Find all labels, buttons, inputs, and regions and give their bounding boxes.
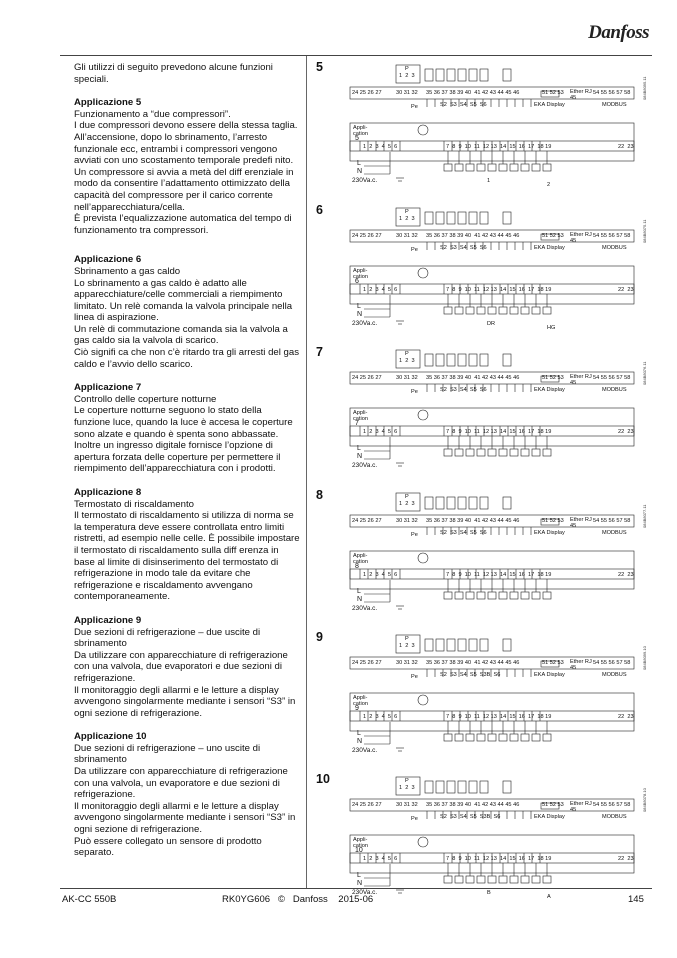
terminal-group-d: 51 52 53 <box>542 90 564 96</box>
lower-left-terminals: 1 2 3 4 5 6 <box>363 144 398 150</box>
terminal-group-d: 51 52 53 <box>542 375 564 381</box>
relay-contact-symbol <box>458 354 466 366</box>
application-label: Appli- cation <box>353 125 368 137</box>
section-line: Il termostato di riscaldamento si utilizza di norma se la temperatura deve essere controllata entro limiti ristretti, ad esempio nelle celle. È possibile impostare il termostato di riscaldamento sulla diff erenza in base al limite di disinserimento del termostato di refrigerazione in modo tale da evitare che refrigerazione e riscaldamento avvengano contemporaneamente. <box>74 510 300 603</box>
load-symbol <box>543 876 551 883</box>
ether-label: Ether RJ 45 <box>570 517 592 529</box>
section-line: Da utilizzare con apparecchiature di refrigerazione con una valvola, due evaporatori e due sezioni di refrigerazione. <box>74 649 288 684</box>
relay-contact-symbol <box>480 212 488 224</box>
phase-label: L <box>357 872 361 879</box>
terminal-group-b: 30 31 32 <box>396 233 418 239</box>
load-label: HG <box>547 325 556 331</box>
terminal-group-a: 24 25 26 27 <box>352 90 382 96</box>
relay-contact-symbol <box>480 497 488 509</box>
neutral-label: N <box>357 596 363 603</box>
relay-contact-symbol <box>480 69 488 81</box>
pressure-terminals: 1 2 3 <box>399 501 415 507</box>
load-symbol <box>477 734 485 741</box>
load-symbol <box>543 164 551 171</box>
diagram-number: 10 <box>316 772 330 786</box>
modbus-label: MODBUS <box>602 245 627 251</box>
phase-label: L <box>357 588 361 595</box>
ether-label: Ether RJ 45 <box>570 801 592 813</box>
section-line: Lo sbrinamento a gas caldo è adatto alle apparecchiature/celle commerciali a riempimento limitato. Un relè comanda la valvola principale nella linea di aspirazione. <box>74 277 293 324</box>
section-line: Sbrinamento a gas caldo <box>74 265 181 277</box>
relay-contact-symbol <box>447 781 455 793</box>
neutral-label: N <box>357 453 363 460</box>
terminal-group-c: 35 36 37 38 39 40 41 42 43 44 45 46 <box>426 518 520 524</box>
load-symbol <box>532 876 540 883</box>
ether-label: Ether RJ 45 <box>570 659 592 671</box>
load-label: B <box>487 890 491 896</box>
relay-contact-symbol <box>458 781 466 793</box>
application-label: Appli- cation <box>353 837 368 849</box>
eka-display-label: EKA Display <box>534 102 565 108</box>
phase-label: L <box>357 303 361 310</box>
application-label: Appli- cation <box>353 268 368 280</box>
terminal-group-e: 54 55 56 57 58 <box>593 375 631 381</box>
load-symbol <box>466 592 474 599</box>
application-number: 6 <box>355 278 359 285</box>
terminal-group-a: 24 25 26 27 <box>352 375 382 381</box>
terminal-group-e: 54 55 56 57 58 <box>593 660 631 666</box>
load-symbol <box>510 449 518 456</box>
pe-label: Pe <box>411 104 418 110</box>
load-symbol <box>477 592 485 599</box>
pe-label: Pe <box>411 247 418 253</box>
sensor-labels: S2 S3 S4 S5 S3B S6 <box>440 672 501 678</box>
terminal-group-e: 54 55 56 57 58 <box>593 802 631 808</box>
load-symbol <box>499 164 507 171</box>
relay-contact-symbol <box>503 639 511 651</box>
sensor-labels: S2 S3 S4 S5 S3B S6 <box>440 814 501 820</box>
load-label: A <box>547 894 551 900</box>
pe-label: Pe <box>411 816 418 822</box>
lower-mid-terminals: 7 8 9 10 11 12 13 14 15 16 17 18 19 <box>446 714 552 720</box>
terminal-group-b: 30 31 32 <box>396 518 418 524</box>
modbus-label: MODBUS <box>602 814 627 820</box>
drawing-code: 084B8075.11 <box>642 219 647 243</box>
section-line: Funzionamento a “due compressori”. <box>74 108 231 120</box>
pressure-label: P <box>405 209 409 215</box>
load-symbol <box>455 164 463 171</box>
load-symbol <box>455 592 463 599</box>
load-symbol <box>488 307 496 314</box>
pressure-terminals: 1 2 3 <box>399 216 415 222</box>
pe-label: Pe <box>411 389 418 395</box>
lower-right-terminals: 22 23 <box>618 572 634 578</box>
load-symbol <box>543 449 551 456</box>
relay-contact-symbol <box>425 354 433 366</box>
drawing-code: 084B8077.11 <box>642 504 647 528</box>
section-app6 <box>74 254 300 370</box>
terminal-group-d: 51 52 53 <box>542 802 564 808</box>
load-symbol <box>455 876 463 883</box>
relay-contact-symbol <box>436 639 444 651</box>
neutral-label: N <box>357 168 363 175</box>
sensor-labels: S2 S3 S4 S5 S6 <box>440 530 487 536</box>
pressure-label: P <box>405 636 409 642</box>
relay-contact-symbol <box>503 497 511 509</box>
terminal-group-e: 54 55 56 57 58 <box>593 90 631 96</box>
sensor-labels: S2 S3 S4 S5 S6 <box>440 387 487 393</box>
load-symbol <box>477 164 485 171</box>
load-symbol <box>499 449 507 456</box>
terminal-group-b: 30 31 32 <box>396 375 418 381</box>
terminal-group-d: 51 52 53 <box>542 518 564 524</box>
terminal-group-e: 54 55 56 57 58 <box>593 518 631 524</box>
terminal-group-e: 54 55 56 57 58 <box>593 233 631 239</box>
load-symbol <box>466 307 474 314</box>
load-symbol <box>466 734 474 741</box>
terminal-group-a: 24 25 26 27 <box>352 233 382 239</box>
relay-contact-symbol <box>447 69 455 81</box>
load-symbol <box>543 307 551 314</box>
lower-left-terminals: 1 2 3 4 5 6 <box>363 429 398 435</box>
relay-contact-symbol <box>480 354 488 366</box>
relay-contact-symbol <box>425 639 433 651</box>
load-symbol <box>466 876 474 883</box>
section-app7 <box>74 382 300 475</box>
load-label: 2 <box>547 182 551 188</box>
relay-contact-symbol <box>469 69 477 81</box>
sensor-labels: S2 S3 S4 S5 S6 <box>440 102 487 108</box>
relay-contact-symbol <box>436 212 444 224</box>
section-line: È prevista l’equalizzazione automatica del tempo di funzionamento tra compressori. <box>74 213 292 236</box>
wiring-diagram-8 <box>312 488 654 622</box>
application-number: 9 <box>355 705 359 712</box>
load-symbol <box>521 592 529 599</box>
pressure-label: P <box>405 66 409 72</box>
modbus-label: MODBUS <box>602 387 627 393</box>
relay-contact-symbol <box>503 212 511 224</box>
diagram-number: 6 <box>316 203 323 217</box>
wiring-diagram-7 <box>312 345 654 479</box>
section-title: Applicazione 5 <box>74 97 142 109</box>
sensor-labels: S2 S3 S4 S5 S6 <box>440 245 487 251</box>
lower-right-terminals: 22 23 <box>618 287 634 293</box>
relay-contact-symbol <box>458 212 466 224</box>
load-symbol <box>466 449 474 456</box>
pressure-terminals: 1 2 3 <box>399 73 415 79</box>
relay-contact-symbol <box>436 497 444 509</box>
application-number: 5 <box>355 135 359 142</box>
lower-right-terminals: 22 23 <box>618 714 634 720</box>
load-symbol <box>532 307 540 314</box>
lower-left-terminals: 1 2 3 4 5 6 <box>363 287 398 293</box>
load-symbol <box>532 449 540 456</box>
terminal-group-a: 24 25 26 27 <box>352 518 382 524</box>
relay-contact-symbol <box>447 497 455 509</box>
relay-contact-symbol <box>458 639 466 651</box>
relay-contact-symbol <box>447 639 455 651</box>
bottom-rule <box>60 888 652 889</box>
load-symbol <box>488 449 496 456</box>
relay-contact-symbol <box>425 497 433 509</box>
drawing-code: 084B8099.10 <box>642 646 647 670</box>
pe-label: Pe <box>411 674 418 680</box>
section-app10 <box>74 731 300 859</box>
load-symbol <box>477 307 485 314</box>
load-symbol <box>455 449 463 456</box>
lower-mid-terminals: 7 8 9 10 11 12 13 14 15 16 17 18 19 <box>446 572 552 578</box>
modbus-label: MODBUS <box>602 530 627 536</box>
relay-contact-symbol <box>469 212 477 224</box>
compressor-symbol <box>418 553 428 563</box>
load-symbol <box>532 164 540 171</box>
diagram-number: 9 <box>316 630 323 644</box>
pressure-terminals: 1 2 3 <box>399 358 415 364</box>
pressure-label: P <box>405 351 409 357</box>
load-symbol <box>488 876 496 883</box>
load-symbol <box>510 592 518 599</box>
phase-label: L <box>357 160 361 167</box>
load-symbol <box>499 592 507 599</box>
relay-contact-symbol <box>458 69 466 81</box>
pe-label: Pe <box>411 532 418 538</box>
section-app5 <box>74 97 300 236</box>
relay-contact-symbol <box>503 69 511 81</box>
pressure-terminals: 1 2 3 <box>399 785 415 791</box>
supply-voltage: 230Va.c. <box>352 747 378 754</box>
application-number: 8 <box>355 563 359 570</box>
wiring-diagram-9 <box>312 630 654 764</box>
diagram-number: 5 <box>316 60 323 74</box>
application-label: Appli- cation <box>353 410 368 422</box>
load-symbol <box>521 307 529 314</box>
lower-right-terminals: 22 23 <box>618 856 634 862</box>
terminal-group-c: 35 36 37 38 39 40 41 42 43 44 45 46 <box>426 802 520 808</box>
compressor-symbol <box>418 837 428 847</box>
lower-left-terminals: 1 2 3 4 5 6 <box>363 714 398 720</box>
load-symbol <box>477 876 485 883</box>
section-title: Applicazione 7 <box>74 382 142 394</box>
load-symbol <box>444 876 452 883</box>
section-line: Due sezioni di refrigerazione – due uscite di sbrinamento <box>74 626 261 650</box>
top-rule <box>60 55 652 56</box>
section-line: Ciò signifi ca che non c’è ritardo tra gli arresti del gas caldo e l’avvio dello scarico. <box>74 347 300 370</box>
phase-label: L <box>357 445 361 452</box>
diagram-number: 7 <box>316 345 323 359</box>
supply-voltage: 230Va.c. <box>352 177 378 184</box>
load-symbol <box>444 307 452 314</box>
lower-left-terminals: 1 2 3 4 5 6 <box>363 856 398 862</box>
relay-contact-symbol <box>458 497 466 509</box>
neutral-label: N <box>357 738 363 745</box>
load-symbol <box>488 592 496 599</box>
load-symbol <box>510 164 518 171</box>
supply-voltage: 230Va.c. <box>352 462 378 469</box>
text-column <box>74 62 300 859</box>
drawing-code: 084B8078.10 <box>642 788 647 812</box>
eka-display-label: EKA Display <box>534 387 565 393</box>
relay-contact-symbol <box>469 639 477 651</box>
modbus-label: MODBUS <box>602 672 627 678</box>
load-label: DR <box>487 321 496 327</box>
diagram-number: 8 <box>316 488 323 502</box>
phase-label: L <box>357 730 361 737</box>
section-title: Applicazione 6 <box>74 254 142 266</box>
section-line: Un relè di commutazione comanda sia la valvola a gas caldo sia la valvola di scarico. <box>74 323 288 347</box>
lower-right-terminals: 22 23 <box>618 429 634 435</box>
pressure-terminals: 1 2 3 <box>399 643 415 649</box>
load-symbol <box>444 449 452 456</box>
danfoss-logo: Danfoss <box>588 22 649 43</box>
modbus-label: MODBUS <box>602 102 627 108</box>
lower-right-terminals: 22 23 <box>618 144 634 150</box>
terminal-group-c: 35 36 37 38 39 40 41 42 43 44 45 46 <box>426 233 520 239</box>
supply-voltage: 230Va.c. <box>352 605 378 612</box>
relay-contact-symbol <box>469 497 477 509</box>
drawing-code: 084B8076.11 <box>642 361 647 385</box>
load-symbol <box>455 307 463 314</box>
eka-display-label: EKA Display <box>534 814 565 820</box>
load-symbol <box>488 734 496 741</box>
load-symbol <box>499 876 507 883</box>
relay-contact-symbol <box>425 69 433 81</box>
relay-contact-symbol <box>469 354 477 366</box>
load-symbol <box>488 164 496 171</box>
load-symbol <box>477 449 485 456</box>
relay-contact-symbol <box>425 781 433 793</box>
application-label: Appli- cation <box>353 553 368 565</box>
section-line: Il monitoraggio degli allarmi e le letture a display avvengono singolarmente mediante i sensori “S3” in ogni sezione di refrigerazione. <box>74 684 296 719</box>
eka-display-label: EKA Display <box>534 530 565 536</box>
eka-display-label: EKA Display <box>534 245 565 251</box>
terminal-group-c: 35 36 37 38 39 40 41 42 43 44 45 46 <box>426 375 520 381</box>
load-symbol <box>543 592 551 599</box>
relay-contact-symbol <box>436 781 444 793</box>
ether-label: Ether RJ 45 <box>570 232 592 244</box>
application-number: 10 <box>355 847 363 854</box>
relay-contact-symbol <box>447 354 455 366</box>
relay-contact-symbol <box>480 639 488 651</box>
compressor-symbol <box>418 410 428 420</box>
section-line: Il monitoraggio degli allarmi e le letture a display avvengono singolarmente mediante i sensori “S3” in ogni sezione di refrigerazione. <box>74 800 296 836</box>
pressure-label: P <box>405 494 409 500</box>
relay-contact-symbol <box>436 354 444 366</box>
neutral-label: N <box>357 880 363 887</box>
section-app9 <box>74 615 300 719</box>
lower-mid-terminals: 7 8 9 10 11 12 13 14 15 16 17 18 19 <box>446 429 552 435</box>
load-symbol <box>466 164 474 171</box>
relay-contact-symbol <box>480 781 488 793</box>
terminal-group-c: 35 36 37 38 39 40 41 42 43 44 45 46 <box>426 660 520 666</box>
footer-page-number: 145 <box>628 894 644 905</box>
section-line: Da utilizzare con apparecchiature di refrigerazione con una valvola, un evaporatore e due sezioni di refrigerazione. <box>74 766 288 801</box>
load-symbol <box>444 592 452 599</box>
load-symbol <box>510 307 518 314</box>
relay-contact-symbol <box>503 781 511 793</box>
load-symbol <box>455 734 463 741</box>
wiring-diagram-5 <box>312 60 654 194</box>
section-title: Applicazione 8 <box>74 487 142 498</box>
neutral-label: N <box>357 311 363 318</box>
footer-model: AK-CC 550B <box>62 894 117 905</box>
terminal-group-b: 30 31 32 <box>396 660 418 666</box>
load-symbol <box>532 592 540 599</box>
terminal-group-a: 24 25 26 27 <box>352 802 382 808</box>
wiring-diagram-6 <box>312 203 654 337</box>
relay-contact-symbol <box>469 781 477 793</box>
section-line: Due sezioni di refrigerazione – uno uscite di sbrinamento <box>74 742 261 766</box>
section-line: Le coperture notturne seguono lo stato della funzione luce, quando la luce è accesa le coperture sono alzate e quando è spenta sono abbassate. Inoltre un ingresso digitale fornisce l’opzione di apertura forzata delle coperture per permettere il riempimento dell’apparecchiatura con i prodotti. <box>74 405 293 475</box>
section-line: Può essere collegato un sensore di prodotto separato. <box>74 835 262 859</box>
load-symbol <box>543 734 551 741</box>
load-symbol <box>521 449 529 456</box>
lower-mid-terminals: 7 8 9 10 11 12 13 14 15 16 17 18 19 <box>446 144 552 150</box>
terminal-group-a: 24 25 26 27 <box>352 660 382 666</box>
ether-label: Ether RJ 45 <box>570 374 592 386</box>
relay-contact-symbol <box>503 354 511 366</box>
section-line: Termostato di riscaldamento <box>74 498 194 510</box>
terminal-group-b: 30 31 32 <box>396 90 418 96</box>
load-symbol <box>532 734 540 741</box>
ether-label: Ether RJ 45 <box>570 89 592 101</box>
wiring-diagram-10 <box>312 772 654 906</box>
application-number: 7 <box>355 420 359 427</box>
relay-contact-symbol <box>436 69 444 81</box>
column-separator <box>306 56 307 888</box>
terminal-group-b: 30 31 32 <box>396 802 418 808</box>
load-symbol <box>499 734 507 741</box>
terminal-group-d: 51 52 53 <box>542 233 564 239</box>
compressor-symbol <box>418 125 428 135</box>
lower-mid-terminals: 7 8 9 10 11 12 13 14 15 16 17 18 19 <box>446 287 552 293</box>
pressure-label: P <box>405 778 409 784</box>
load-symbol <box>521 876 529 883</box>
lower-mid-terminals: 7 8 9 10 11 12 13 14 15 16 17 18 19 <box>446 856 552 862</box>
section-line: Controllo delle coperture notturne <box>74 393 217 405</box>
compressor-symbol <box>418 268 428 278</box>
eka-display-label: EKA Display <box>534 672 565 678</box>
lower-left-terminals: 1 2 3 4 5 6 <box>363 572 398 578</box>
load-symbol <box>510 876 518 883</box>
intro-text: Gli utilizzi di seguito prevedono alcune funzioni speciali. <box>74 62 273 85</box>
relay-contact-symbol <box>447 212 455 224</box>
load-symbol <box>444 164 452 171</box>
load-symbol <box>521 164 529 171</box>
terminal-group-d: 51 52 53 <box>542 660 564 666</box>
footer-doc-info: RK0YG606 © Danfoss 2015-06 <box>222 894 374 905</box>
load-symbol <box>521 734 529 741</box>
section-title: Applicazione 9 <box>74 614 142 626</box>
supply-voltage: 230Va.c. <box>352 320 378 327</box>
load-symbol <box>499 307 507 314</box>
section-app8 <box>74 487 300 603</box>
supply-voltage: 230Va.c. <box>352 889 378 896</box>
relay-contact-symbol <box>425 212 433 224</box>
section-title: Applicazione 10 <box>74 731 147 743</box>
drawing-code: 084B8095.11 <box>642 76 647 100</box>
application-label: Appli- cation <box>353 695 368 707</box>
load-symbol <box>444 734 452 741</box>
section-line: I due compressori devono essere della stessa taglia. All’accensione, dopo lo sbrinamento, l’arresto funzionale ecc, entrambi i compressori vengono avviati con uno scostamento temporale predefi nito. Un compressore si avvia a metà del diff erenziale in modo da consentire l’adattamento ottimizzato della capacità del compressore per il carico corrente nell’apparecchiatura/cella. <box>74 120 298 213</box>
compressor-symbol <box>418 695 428 705</box>
terminal-group-c: 35 36 37 38 39 40 41 42 43 44 45 46 <box>426 90 520 96</box>
load-symbol <box>510 734 518 741</box>
load-label: 1 <box>487 178 491 184</box>
